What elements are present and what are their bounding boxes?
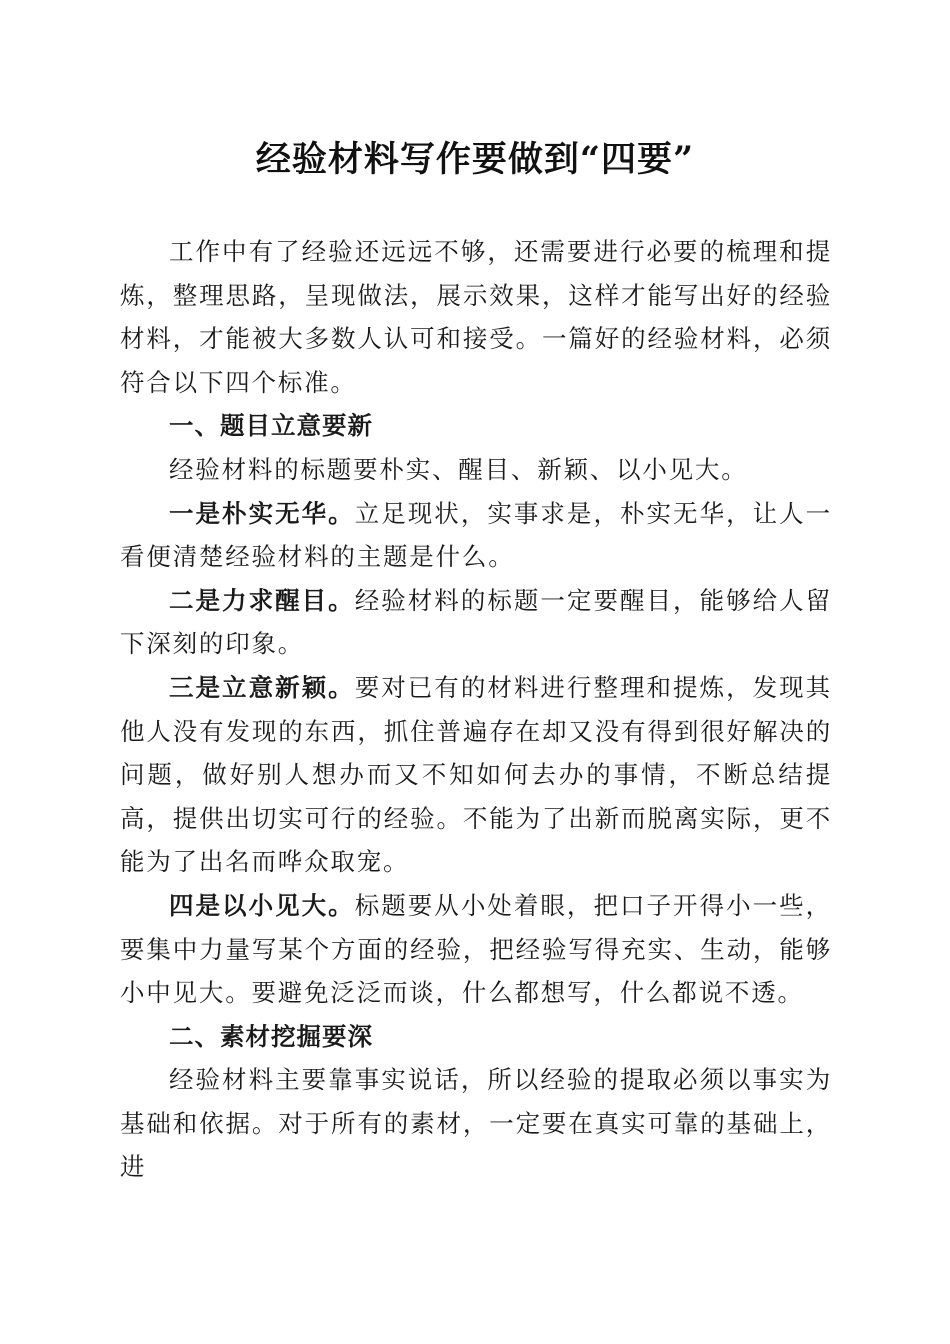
point-paragraph-1 bbox=[120, 492, 832, 579]
point-text: 要对已有的材料进行整理和提炼，发现其他人没有发现的东西，抓住普遍存在却又没有得到很好解决的问题，做好别人想办而又不知如何去办的事情，不断总结提高，提供出切实可行的经验。不能为了出新而脱离实际，更不能为了出名而哗众取宠。 bbox=[120, 672, 832, 877]
intro-paragraph: 工作中有了经验还远远不够，还需要进行必要的梳理和提炼，整理思路，呈现做法，展示效果，这样才能写出好的经验材料，才能被大多数人认可和接受。一篇好的经验材料，必须符合以下四个标准。 bbox=[120, 237, 832, 397]
point-lead: 四是以小见大。 bbox=[169, 890, 355, 920]
section2-summary: 经验材料主要靠事实说话，所以经验的提取必须以事实为基础和依据。对于所有的素材，一定要在真实可靠的基础上，进 bbox=[120, 1065, 832, 1182]
section1-summary: 经验材料的标题要朴实、醒目、新颖、以小见大。 bbox=[169, 454, 748, 484]
point-lead: 一是朴实无华。 bbox=[169, 498, 355, 528]
section-heading-2: 二、素材挖掘要深 bbox=[169, 1021, 373, 1051]
point-lead: 三是立意新颖。 bbox=[169, 672, 355, 702]
document-body bbox=[120, 230, 832, 1189]
point-paragraph-4 bbox=[120, 884, 832, 1015]
point-text: 经验材料的标题一定要醒目，能够给人留下深刻的印象。 bbox=[120, 585, 832, 659]
point-paragraph-2 bbox=[120, 579, 832, 666]
point-text: 立足现状，实事求是，朴实无华，让人一看便清楚经验材料的主题是什么。 bbox=[120, 498, 832, 572]
point-paragraph-3 bbox=[120, 666, 832, 884]
section-heading-1: 一、题目立意要新 bbox=[169, 411, 373, 441]
point-lead: 二是力求醒目。 bbox=[169, 585, 355, 615]
document-title: 经验材料写作要做到“四要” bbox=[255, 139, 695, 180]
point-text: 标题要从小处着眼，把口子开得小一些，要集中力量写某个方面的经验，把经验写得充实、生动，能够小中见大。要避免泛泛而谈，什么都想写，什么都说不透。 bbox=[120, 890, 832, 1008]
